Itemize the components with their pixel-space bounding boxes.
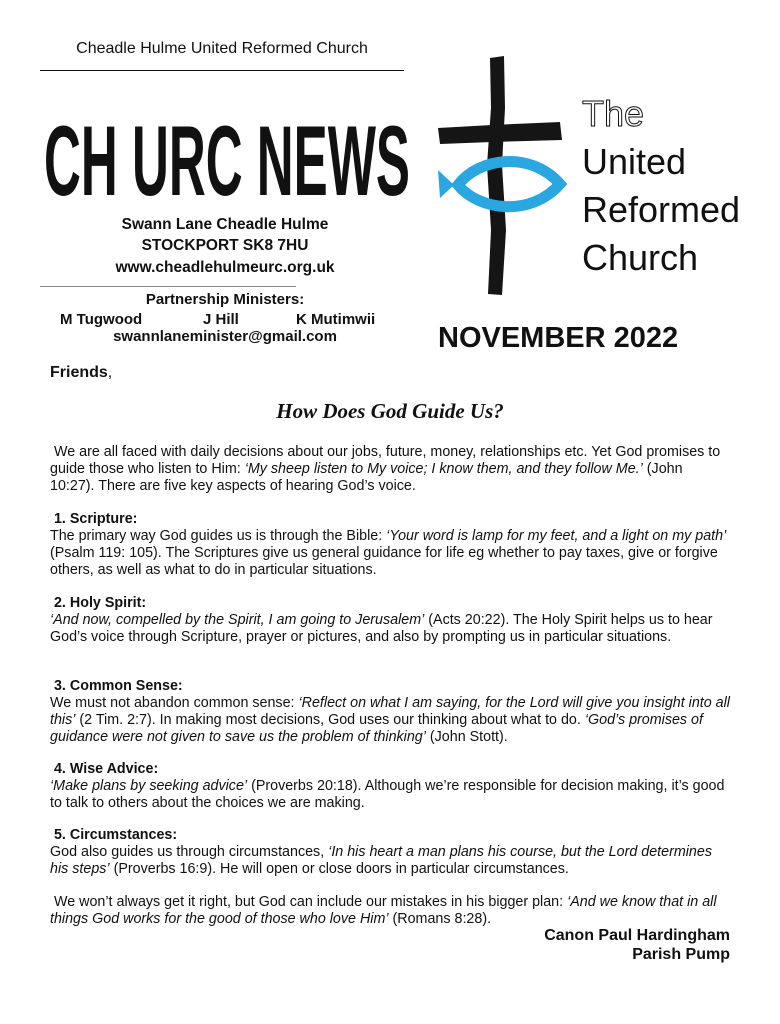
section-wise-advice [50,761,730,812]
closing-text: We won’t always get it right, but God can include our mistakes in his bigger plan: [53,894,568,910]
section-holy-spirit [50,595,730,646]
intro-ref: (John 10:27). There are five key aspects of hearing God’s voice. [50,461,683,494]
ministers-title: Partnership Ministers: [145,291,305,308]
section-text: (Psalm 119: 105). The Scriptures give us general guidance for life eg whether to pay taxes, give or forgive others, as well as what to do in particular situations. [50,545,718,578]
minister-1: M Tugwood [60,311,143,328]
section-quote: ‘In his heart a man plans his course, but the Lord determines his steps’ [50,844,712,877]
section-heading: 2. Holy Spirit: [53,595,147,611]
greeting-text: Friends [50,364,108,381]
address-divider [40,286,296,287]
address-line-2: STOCKPORT SK8 7HU [141,237,309,254]
section-text: (Acts 20:22). The Holy Spirit helps us to hear God’s voice through Scripture, prayer or pictures, and also by prompting us in particular situations. [50,612,713,645]
section-quote: ‘Make plans by seeking advice’ [50,778,248,794]
article-source: Parish Pump [632,946,730,963]
greeting [50,364,112,382]
logo-word-reformed: Reformed [582,189,741,230]
section-text: (Proverbs 20:18). Although we’re responsible for decision making, it’s good to talk to others about the choices we are making. [50,778,725,811]
minister-2: J Hill [203,311,239,328]
logo-word-church: Church [582,237,699,278]
section-text: (John Stott). [425,729,508,745]
section-heading: 1. Scripture: [53,511,138,527]
section-text: God also guides us through circumstances, [50,844,329,860]
section-circumstances [50,827,730,878]
website-link[interactable]: www.cheadlehulmeurc.org.uk [115,259,335,276]
header-rule [40,70,404,71]
section-quote: ‘Your word is lamp for my feet, and a light on my path’ [386,528,727,544]
closing-quote: ‘And we know that in all things God works for the good of those who love Him’ [50,894,717,927]
section-common-sense [50,678,730,746]
email-link[interactable]: swannlaneminister@gmail.com [113,328,337,345]
section-text: We must not abandon common sense: [50,695,299,711]
section-quote: ‘And now, compelled by the Spirit, I am going to Jerusalem’ [50,612,425,628]
intro-text: We are all faced with daily decisions about our jobs, future, money, relationships etc. Yet God promises to guide those who listen to Him: [50,444,721,477]
author-name: Canon Paul Hardingham [544,927,730,944]
article-title: How Does God Guide Us? [276,399,504,423]
section-text: The primary way God guides us is through the Bible: [50,528,387,544]
intro-quote: ‘My sheep listen to My voice; I know them, and they follow Me.’ [244,461,643,477]
address-line-1: Swann Lane Cheadle Hulme [121,216,329,233]
section-heading: 5. Circumstances: [53,827,178,843]
greeting-punct: , [107,364,113,381]
minister-3: K Mutimwii [296,311,376,328]
section-quote: ‘God’s promises of guidance were not given to save us the problem of thinking’ [50,712,703,745]
section-quote: ‘Reflect on what I am saying, for the Lord will give you insight into all this’ [50,695,730,728]
logo-word-united: United [582,141,687,182]
logo-word-the: The [582,93,645,134]
issue-date: NOVEMBER 2022 [438,322,679,354]
article-intro [50,444,730,495]
section-heading: 4. Wise Advice: [53,761,159,777]
section-text: (Proverbs 16:9). He will open or close doors in particular circumstances. [109,861,569,877]
section-heading: 3. Common Sense: [53,678,183,694]
masthead-title [40,78,415,217]
article-closing [50,894,730,928]
masthead-text: CH URC NEWS [44,104,410,217]
section-text: (2 Tim. 2:7). In making most decisions, God uses our thinking about what to do. [75,712,585,728]
urc-logo [430,50,750,300]
section-scripture [50,511,730,579]
church-name: Cheadle Hulme United Reformed Church [76,40,368,57]
closing-ref: (Romans 8:28). [388,911,492,927]
